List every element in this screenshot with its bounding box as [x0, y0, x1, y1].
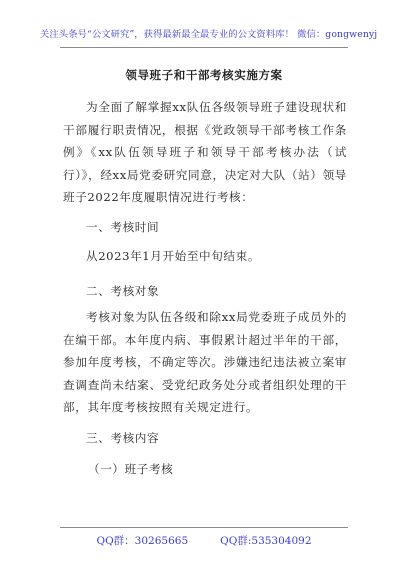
intro-paragraph: 为全面了解掌握xx队伍各级领导班子建设现状和干部履行职责情况，根据《党政领导干部考核工作条例》《xx队伍领导班子和领导干部考核办法（试行）》，经xx局党委研究同意，决定对大队（站）领导班子2022年度履职情况进行考核： — [63, 100, 347, 204]
subsection-heading-team-exam: （一）班子考核 — [88, 462, 174, 476]
section-heading-exam-target: 二、考核对象 — [86, 284, 160, 298]
footer-contact — [0, 533, 408, 548]
section-text-exam-target: 考核对象为队伍各级和除xx局党委班子成员外的在编干部。本年度内病、事假累计超过半年的干部，参加年度考核，不确定等次。涉嫌违纪违法被立案审查调查尚未结案、受党纪政务处分或者组织处理的干部，其年度考核按照有关规定进行。 — [63, 310, 347, 414]
footer-qq-group-2: QQ群:535304092 — [220, 535, 312, 547]
footer-divider — [60, 527, 348, 528]
section-text-exam-time: 从2023年1月开始至中旬结束。 — [86, 249, 261, 263]
document-title: 领导班子和干部考核实施方案 — [125, 68, 283, 82]
header-promo-note: 关注头条号“公文研究”，获得最新最全最专业的公文资料库！ 微信：gongwenyj — [40, 29, 378, 40]
section-heading-exam-content: 三、考核内容 — [86, 431, 160, 445]
footer-qq-group-1: QQ群：30265665 — [96, 535, 189, 547]
header-divider — [60, 47, 348, 48]
section-heading-exam-time: 一、考核时间 — [86, 220, 160, 234]
